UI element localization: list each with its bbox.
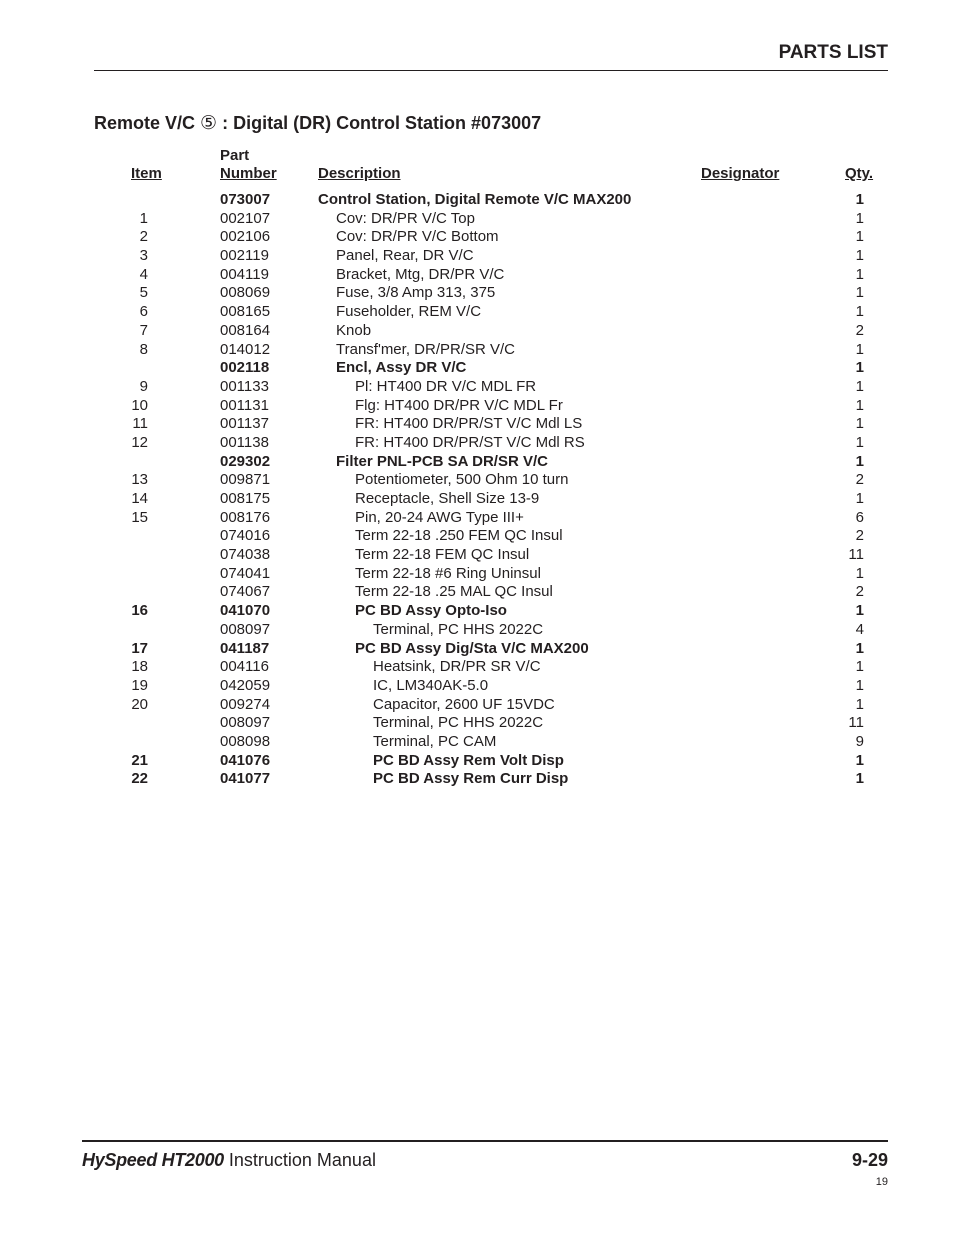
col-header-description — [318, 165, 401, 183]
part-number-cell: 008097 — [220, 620, 271, 638]
description-cell: FR: HT400 DR/PR/ST V/C Mdl RS — [355, 433, 585, 451]
item-cell: 14 — [131, 490, 148, 507]
table-row — [0, 228, 954, 247]
item-cell: 4 — [139, 265, 148, 283]
item-cell: 5 — [139, 284, 148, 302]
item-cell: 2 — [139, 228, 148, 246]
qty-cell: 1 — [855, 433, 864, 451]
description-cell: Receptacle, Shell Size 13-9 — [355, 490, 540, 507]
description-cell: FR: HT400 DR/PR/ST V/C Mdl LS — [355, 415, 583, 433]
qty-cell: 6 — [855, 508, 864, 526]
qty-cell: 1 — [855, 658, 864, 676]
manual-label: Instruction Manual — [223, 1150, 376, 1170]
table-row — [0, 303, 954, 322]
header-rule — [94, 70, 888, 71]
description-cell: Heatsink, DR/PR SR V/C — [373, 658, 541, 676]
description-cell: Bracket, Mtg, DR/PR V/C — [336, 265, 505, 283]
qty-cell: 1 — [855, 340, 864, 358]
qty-cell: 1 — [855, 228, 864, 246]
part-number-cell: 074016 — [220, 527, 271, 545]
table-row — [0, 583, 954, 602]
table-row — [0, 640, 954, 659]
table-row — [0, 453, 954, 472]
part-number-cell: 001137 — [220, 415, 269, 433]
description-cell: Pin, 20-24 AWG Type III+ — [355, 508, 524, 526]
brand-logo-text: HySpeed HT2000 — [82, 1150, 224, 1170]
qty-cell: 2 — [855, 527, 864, 545]
item-cell: 9 — [139, 377, 148, 395]
description-cell: PC BD Assy Rem Curr Disp — [373, 770, 569, 788]
description-cell: Term 22-18 .250 FEM QC Insul — [355, 527, 563, 545]
description-cell: Flg: HT400 DR/PR V/C MDL Fr — [355, 396, 563, 414]
qty-cell: 1 — [855, 695, 864, 713]
description-cell: Pl: HT400 DR V/C MDL FR — [355, 377, 537, 395]
item-cell: 8 — [139, 340, 148, 358]
description-cell: PC BD Assy Rem Volt Disp — [373, 751, 564, 769]
description-cell: Knob — [336, 321, 372, 339]
qty-cell: 1 — [855, 452, 864, 470]
part-number-cell: 074067 — [220, 583, 271, 601]
qty-cell: 1 — [855, 676, 864, 694]
item-cell: 22 — [131, 770, 148, 788]
table-row — [0, 714, 954, 733]
part-number-cell: 001138 — [220, 433, 269, 451]
item-cell: 15 — [131, 508, 148, 526]
table-row — [0, 247, 954, 266]
qty-cell: 1 — [855, 564, 864, 582]
qty-cell: 1 — [855, 265, 864, 283]
description-cell: Fuseholder, REM V/C — [336, 303, 482, 321]
part-number-cell: 008165 — [220, 303, 271, 321]
qty-cell: 1 — [855, 602, 864, 620]
qty-cell: 1 — [855, 639, 864, 657]
description-cell: Capacitor, 2600 UF 15VDC — [373, 695, 555, 713]
part-number-cell: 008097 — [220, 714, 271, 732]
part-number-cell: 008176 — [220, 508, 271, 526]
table-row — [0, 266, 954, 285]
col-header-designator — [701, 165, 779, 183]
description-cell: Term 22-18 #6 Ring Uninsul — [355, 564, 541, 582]
part-number-cell: 074038 — [220, 546, 271, 564]
item-cell: 3 — [139, 247, 148, 265]
item-cell: 6 — [139, 303, 148, 321]
table-row — [0, 733, 954, 752]
description-cell: Terminal, PC HHS 2022C — [373, 620, 544, 638]
section-title — [94, 112, 541, 135]
description-cell: Terminal, PC CAM — [373, 732, 497, 750]
page-number: 9-29 — [851, 1150, 888, 1170]
part-number-cell: 008164 — [220, 321, 271, 339]
part-number-cell: 008175 — [220, 490, 271, 507]
qty-cell: 2 — [855, 583, 864, 601]
item-cell: 16 — [131, 602, 148, 620]
qty-cell: 9 — [855, 732, 864, 750]
description-cell: Transf'mer, DR/PR/SR V/C — [336, 340, 516, 358]
table-row — [0, 565, 954, 584]
qty-cell: 1 — [855, 770, 864, 788]
qty-cell: 2 — [855, 321, 864, 339]
qty-cell: 1 — [855, 284, 864, 302]
part-number-cell: 009871 — [220, 471, 271, 489]
col-description-label: Description — [318, 165, 401, 182]
description-cell: Encl, Assy DR V/C — [336, 359, 467, 377]
table-row — [0, 434, 954, 453]
qty-cell: 1 — [855, 359, 864, 377]
table-row — [0, 621, 954, 640]
description-cell: IC, LM340AK-5.0 — [373, 676, 489, 694]
table-row — [0, 509, 954, 528]
part-number-cell: 002106 — [220, 228, 271, 246]
item-cell: 12 — [131, 433, 148, 451]
table-row — [0, 397, 954, 416]
col-header-item — [131, 165, 162, 183]
table-row — [0, 527, 954, 546]
part-number-cell: 004119 — [220, 265, 269, 283]
qty-cell: 4 — [855, 620, 864, 638]
qty-cell: 1 — [855, 415, 864, 433]
item-cell: 13 — [131, 471, 148, 489]
description-cell: Term 22-18 .25 MAL QC Insul — [355, 583, 553, 601]
description-cell: PC BD Assy Dig/Sta V/C MAX200 — [355, 639, 589, 657]
item-cell: 7 — [139, 321, 148, 339]
table-row — [0, 210, 954, 229]
part-number-cell: 074041 — [220, 564, 271, 582]
part-number-cell: 042059 — [220, 676, 271, 694]
description-cell: Cov: DR/PR V/C Top — [336, 209, 475, 227]
part-number-cell: 041077 — [220, 770, 271, 788]
table-row — [0, 322, 954, 341]
circled-number: ⑤ — [200, 113, 218, 134]
description-cell: Cov: DR/PR V/C Bottom — [336, 228, 499, 246]
table-row — [0, 546, 954, 565]
description-cell: Term 22-18 FEM QC Insul — [355, 546, 530, 564]
qty-cell: 1 — [855, 209, 864, 227]
qty-cell: 1 — [855, 751, 864, 769]
table-row — [0, 378, 954, 397]
part-number-cell: 041070 — [220, 602, 271, 620]
table-row — [0, 284, 954, 303]
part-number-cell: 008069 — [220, 284, 271, 302]
table-row — [0, 658, 954, 677]
col-header-part — [220, 147, 277, 183]
table-row — [0, 770, 954, 789]
item-cell: 20 — [131, 695, 148, 713]
col-item-label: Item — [131, 165, 162, 182]
part-number-cell: 014012 — [220, 340, 271, 358]
table-row — [0, 602, 954, 621]
qty-cell: 11 — [848, 546, 864, 564]
description-cell: Potentiometer, 500 Ohm 10 turn — [355, 471, 569, 489]
footer-manual-title — [82, 1150, 376, 1171]
part-number-cell: 029302 — [220, 452, 271, 470]
part-number-cell: 073007 — [220, 191, 271, 208]
item-cell: 18 — [131, 658, 148, 676]
table-row — [0, 341, 954, 360]
table-row — [0, 490, 954, 509]
description-cell: Panel, Rear, DR V/C — [336, 247, 474, 265]
page-header-title: PARTS LIST — [778, 42, 888, 63]
part-number-cell: 002118 — [220, 359, 270, 377]
col-qty-label: Qty. — [845, 165, 874, 182]
part-number-cell: 002107 — [220, 209, 271, 227]
table-row — [0, 471, 954, 490]
section-title-suffix: : Digital (DR) Control Station #073007 — [217, 113, 542, 133]
qty-cell: 1 — [855, 247, 864, 265]
part-number-cell: 041187 — [220, 639, 270, 657]
part-number-cell: 041076 — [220, 751, 271, 769]
description-cell: Filter PNL-PCB SA DR/SR V/C — [336, 452, 548, 470]
part-number-cell: 008098 — [220, 732, 271, 750]
table-row — [0, 359, 954, 378]
sheet-number: 19 — [875, 1176, 888, 1188]
qty-cell: 1 — [855, 191, 864, 208]
col-part-bottom-label: Number — [220, 165, 277, 182]
col-designator-label: Designator — [701, 165, 780, 182]
qty-cell: 1 — [855, 490, 864, 507]
qty-cell: 2 — [855, 471, 864, 489]
part-number-cell: 001133 — [220, 377, 269, 395]
part-number-cell: 004116 — [220, 658, 269, 676]
description-cell: Terminal, PC HHS 2022C — [373, 714, 544, 732]
table-row — [0, 752, 954, 771]
footer-rule — [82, 1140, 888, 1142]
table-row — [0, 696, 954, 715]
item-cell: 10 — [131, 396, 148, 414]
col-part-top-label: Part — [220, 147, 250, 164]
qty-cell: 1 — [855, 396, 864, 414]
item-cell: 17 — [131, 639, 148, 657]
qty-cell: 11 — [848, 714, 864, 732]
table-row — [0, 191, 954, 210]
description-cell: Fuse, 3/8 Amp 313, 375 — [336, 284, 496, 302]
table-row — [0, 677, 954, 696]
part-number-cell: 001131 — [220, 396, 269, 414]
qty-cell: 1 — [855, 303, 864, 321]
qty-cell: 1 — [855, 377, 864, 395]
description-cell: PC BD Assy Opto-Iso — [355, 602, 507, 620]
item-cell: 11 — [132, 415, 148, 433]
part-number-cell: 002119 — [220, 247, 269, 265]
table-row — [0, 415, 954, 434]
item-cell: 19 — [131, 676, 148, 694]
item-cell: 21 — [131, 751, 148, 769]
part-number-cell: 009274 — [220, 695, 271, 713]
col-header-qty — [845, 165, 873, 183]
section-title-prefix: Remote V/C — [94, 113, 201, 133]
description-cell: Control Station, Digital Remote V/C MAX200 — [318, 191, 632, 208]
item-cell: 1 — [139, 209, 148, 227]
parts-table — [0, 191, 954, 789]
